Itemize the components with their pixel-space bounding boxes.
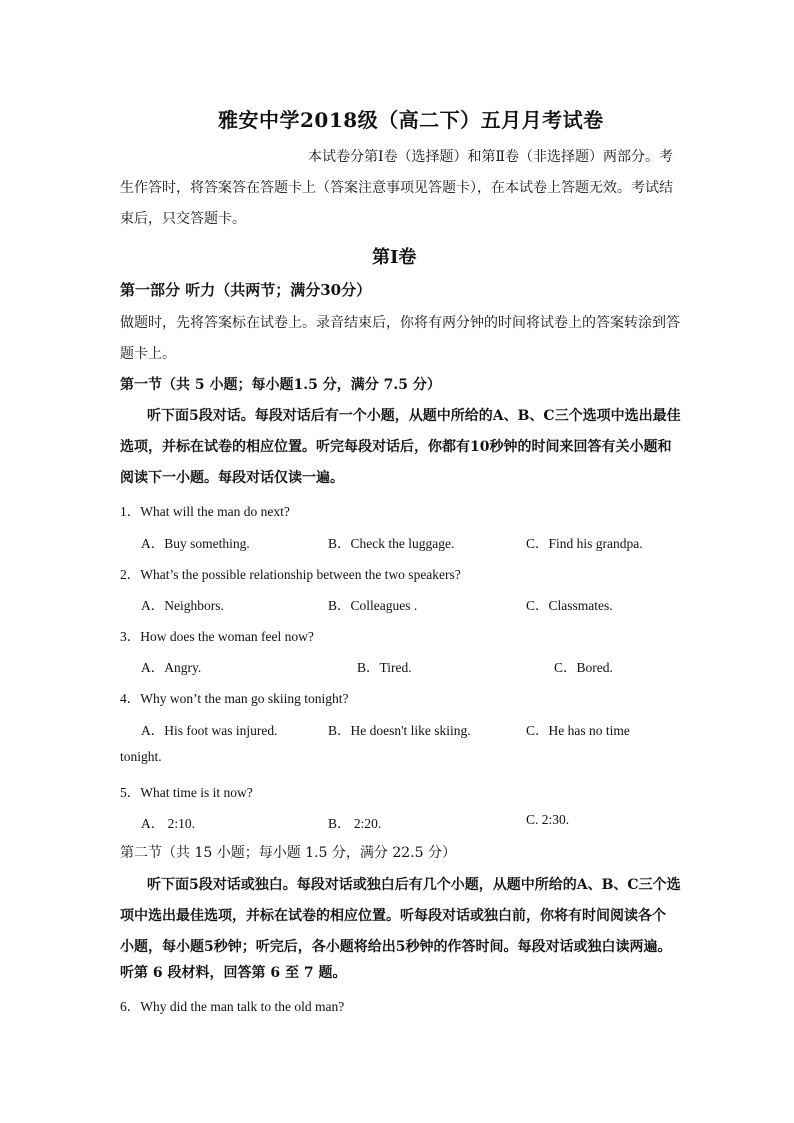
question-2-stem: 2．What’s the possible relationship between the two speakers? xyxy=(120,567,461,582)
question-2-option-a: A．Neighbors. xyxy=(141,598,224,613)
section1-heading: 第一节（共 5 小题；每小题1.5 分，满分 7.5 分） xyxy=(120,377,441,393)
question-3-stem: 3．How does the woman feel now? xyxy=(120,629,314,644)
question-1-stem: 1．What will the man do next? xyxy=(120,504,290,519)
section2-directions-line-3: 小题，每小题5秒钟；听完后，各小题将给出5秒钟的作答时间。每段对话或独白读两遍。 xyxy=(120,939,672,955)
section1-directions-line-3: 阅读下一小题。每段对话仅读一遍。 xyxy=(120,470,344,486)
section2-directions-line-4: 听第 6 段材料，回答第 6 至 7 题。 xyxy=(120,965,347,981)
question-4-option-c-continued: tonight. xyxy=(120,749,162,764)
question-4-option-b: B．He doesn't like skiing. xyxy=(328,723,471,738)
section2-directions-line-2: 项中选出最佳选项，并标在试卷的相应位置。听每段对话或独白前，你将有时间阅读各个 xyxy=(120,908,666,924)
question-3-option-b: B．Tired. xyxy=(357,660,412,675)
question-2-option-b: B．Colleagues . xyxy=(328,598,418,613)
part1-instruction-line-2: 题卡上。 xyxy=(120,346,176,362)
question-2-option-c: C．Classmates. xyxy=(526,598,613,613)
section1-directions-line-2: 选项，并标在试卷的相应位置。听完每段对话后，你都有10秒钟的时间来回答有关小题和 xyxy=(120,439,672,455)
question-5-option-b: B． 2:20. xyxy=(328,816,382,831)
question-1-option-a: A．Buy something. xyxy=(141,536,250,551)
intro-line-1: 本试卷分第Ⅰ卷（选择题）和第Ⅱ卷（非选择题）两部分。考 xyxy=(308,149,674,165)
question-4-option-a: A．His foot was injured. xyxy=(141,723,278,738)
question-4-stem: 4．Why won’t the man go skiing tonight? xyxy=(120,691,349,706)
volume-title: 第Ⅰ卷 xyxy=(372,247,417,268)
question-5-option-c: C. 2:30. xyxy=(526,812,570,827)
question-5-option-a: A． 2:10. xyxy=(141,816,195,831)
question-1-option-b: B．Check the luggage. xyxy=(328,536,455,551)
question-3-option-a: A．Angry. xyxy=(141,660,202,675)
question-5-stem: 5．What time is it now? xyxy=(120,785,253,800)
section2-directions-line-1: 听下面5段对话或独白。每段对话或独白后有几个小题，从题中所给的A、B、C三个选 xyxy=(147,877,681,893)
question-3-option-c: C．Bored. xyxy=(554,660,613,675)
exam-title: 雅安中学2018级（高二下）五月月考试卷 xyxy=(218,108,604,132)
section1-directions-line-1: 听下面5段对话。每段对话后有一个小题，从题中所给的A、B、C三个选项中选出最佳 xyxy=(147,408,681,424)
part1-heading: 第一部分 听力（共两节；满分30分） xyxy=(120,281,372,299)
intro-line-2: 生作答时，将答案答在答题卡上（答案注意事项见答题卡），在本试卷上答题无效。考试结 xyxy=(120,180,673,196)
intro-line-3: 束后，只交答题卡。 xyxy=(120,211,246,227)
question-6-stem: 6．Why did the man talk to the old man? xyxy=(120,999,345,1014)
question-4-option-c: C．He has no time xyxy=(526,723,630,738)
section2-heading: 第二节（共 15 小题；每小题 1.5 分，满分 22.5 分） xyxy=(120,845,456,861)
part1-instruction-line-1: 做题时，先将答案标在试卷上。录音结束后，你将有两分钟的时间将试卷上的答案转涂到答 xyxy=(120,315,680,331)
question-1-option-c: C．Find his grandpa. xyxy=(526,536,643,551)
